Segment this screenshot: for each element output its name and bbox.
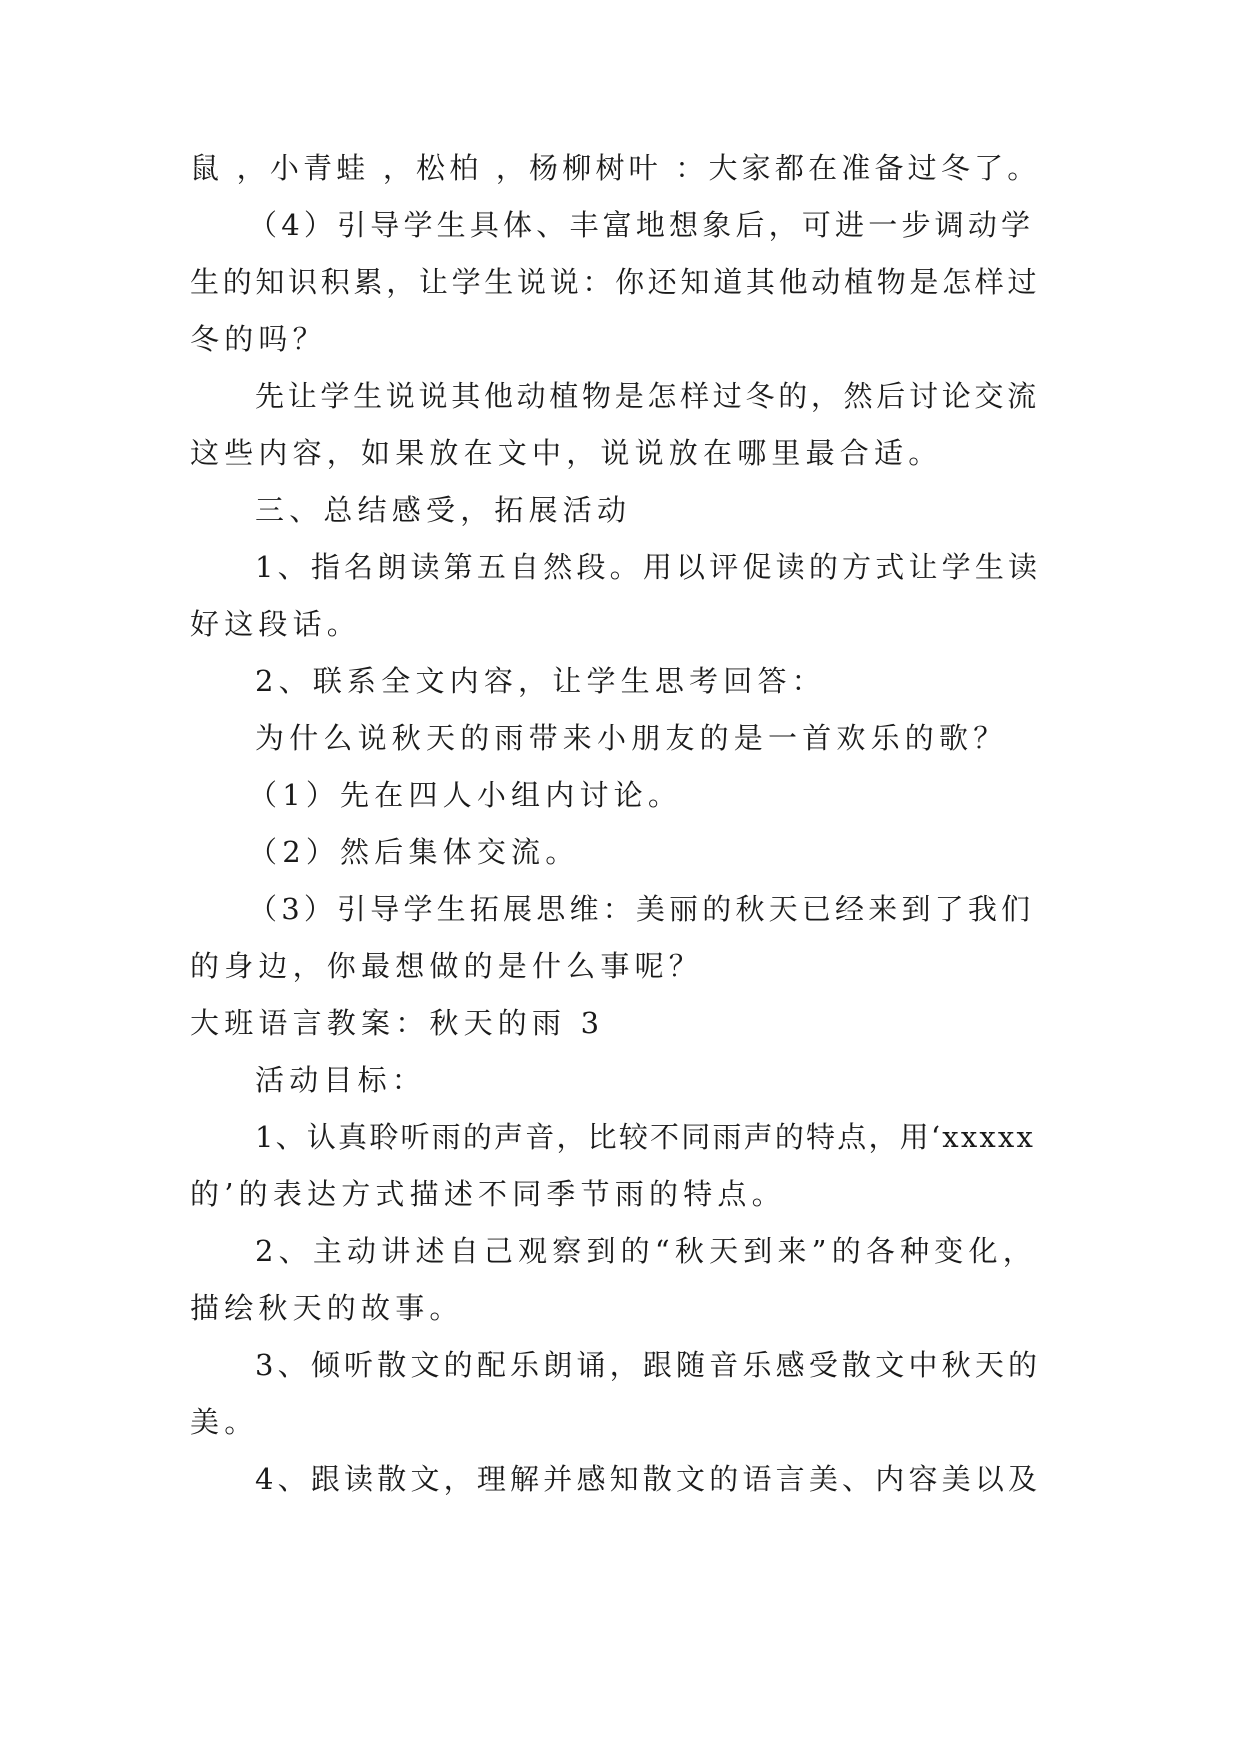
text-line: 4、跟读散文，理解并感知散文的语言美、内容美以及 <box>255 1462 1042 1496</box>
text-line: （3）引导学生拓展思维：美丽的秋天已经来到了我们 <box>248 892 1035 926</box>
section-heading: 活动目标： <box>255 1063 427 1097</box>
text-line: 鼠 ，小青蛙 ，松柏 ，杨柳树叶 ：大家都在准备过冬了。 <box>190 151 1041 185</box>
text-line: 1、指名朗读第五自然段。用以评促读的方式让学生读 <box>255 550 1042 584</box>
document-title: 大班语言教案：秋天的雨 3 <box>190 1006 605 1040</box>
text-line: 2、联系全文内容，让学生思考回答： <box>255 664 826 698</box>
text-line: 生的知识积累，让学生说说：你还知道其他动植物是怎样过 <box>190 265 1041 299</box>
text-line: （2）然后集体交流。 <box>248 835 580 869</box>
text-line: 好这段话。 <box>190 607 362 641</box>
text-line: 的身边，你最想做的是什么事呢？ <box>190 949 704 983</box>
text-line: 描绘秋天的故事。 <box>190 1291 464 1325</box>
text-line: 为什么说秋天的雨带来小朋友的是一首欢乐的歌？ <box>255 721 1008 755</box>
text-line: 的’的表达方式描述不同季节雨的特点。 <box>190 1177 786 1211</box>
text-line: 3、倾听散文的配乐朗诵，跟随音乐感受散文中秋天的 <box>255 1348 1042 1382</box>
text-line: 先让学生说说其他动植物是怎样过冬的，然后讨论交流 <box>255 379 1040 413</box>
text-line: （4）引导学生具体、丰富地想象后，可进一步调动学 <box>248 208 1035 242</box>
text-line: 这些内容，如果放在文中，说说放在哪里最合适。 <box>190 436 943 470</box>
section-heading: 三、总结感受，拓展活动 <box>255 493 632 527</box>
text-line: 冬的吗？ <box>190 322 327 356</box>
text-line: 1、认真聆听雨的声音，比较不同雨声的特点，用‘xxxxx <box>255 1120 1036 1154</box>
text-line: 2、主动讲述自己观察到的“秋天到来”的各种变化， <box>255 1234 1037 1268</box>
text-line: （1）先在四人小组内讨论。 <box>248 778 683 812</box>
text-line: 美。 <box>190 1405 259 1439</box>
